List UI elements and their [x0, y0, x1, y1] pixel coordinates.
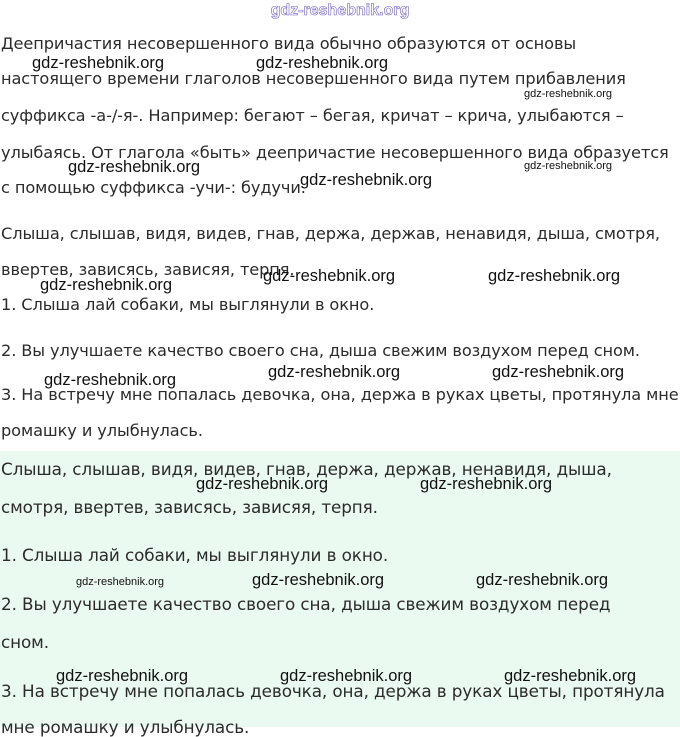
answer-line-2: смотря, ввертев, зависясь, зависяя, терпя. — [1, 497, 378, 517]
task-sentence-1: 1. Слыша лай собаки, мы выглянули в окно. — [1, 295, 375, 314]
answer-line-3: 1. Слыша лай собаки, мы выглянули в окно. — [1, 545, 389, 565]
watermark: gdz-reshebnik.org — [420, 475, 553, 493]
watermark: gdz-reshebnik.org — [40, 276, 173, 294]
watermark: gdz-reshebnik.org — [504, 667, 637, 685]
site-title[interactable]: gdz-reshebnik.org — [270, 2, 410, 19]
task-sentence-2: 2. Вы улучшаете качество своего сна, дыша свежим воздухом перед сном. — [1, 341, 640, 360]
answer-line-1: Слыша, слышав, видя, видев, гнав, держа, держав, ненавидя, дыша, — [1, 459, 612, 479]
watermark: gdz-reshebnik.org — [300, 171, 433, 189]
theory-line-3: суффикса -а-/-я-. Например: бегают – бегая, кричат – крича, улыбаются – — [1, 106, 624, 125]
watermark: gdz-reshebnik.org — [476, 571, 609, 589]
answer-line-4: 2. Вы улучшаете качество своего сна, дыша свежим воздухом перед — [1, 594, 611, 614]
watermark: gdz-reshebnik.org — [280, 667, 413, 685]
theory-line-1: Деепричастия несовершенного вида обычно образуются от основы — [1, 34, 577, 53]
theory-line-5: с помощью суффикса -учи-: будучи. — [1, 178, 306, 197]
answer-line-7: мне ромашку и улыбнулась. — [1, 717, 250, 737]
theory-line-4: улыбаясь. От глагола «быть» деепричастие несовершенного вида образуется — [1, 143, 669, 162]
task-words-line-2: ввертев, зависясь, зависяя, терпя. — [1, 260, 295, 279]
answer-line-5: сном. — [1, 632, 49, 652]
watermark: gdz-reshebnik.org — [524, 88, 613, 100]
task-words-line-1: Слыша, слышав, видя, видев, гнав, держа, держав, ненавидя, дыша, смотря, — [1, 224, 660, 243]
watermark: gdz-reshebnik.org — [492, 363, 625, 381]
theory-line-2: настоящего времени глаголов несовершенного вида путем прибавления — [1, 69, 626, 88]
watermark: gdz-reshebnik.org — [56, 667, 189, 685]
watermark: gdz-reshebnik.org — [68, 158, 201, 176]
watermark: gdz-reshebnik.org — [256, 54, 389, 72]
watermark: gdz-reshebnik.org — [268, 363, 401, 381]
watermark: gdz-reshebnik.org — [488, 267, 621, 285]
watermark: gdz-reshebnik.org — [44, 371, 177, 389]
watermark: gdz-reshebnik.org — [263, 267, 396, 285]
watermark: gdz-reshebnik.org — [252, 571, 385, 589]
task-sentence-3-cont: ромашку и улыбнулась. — [1, 421, 203, 440]
task-sentence-3: 3. На встречу мне попалась девочка, она, держа в руках цветы, протянула мне — [1, 385, 679, 404]
watermark: gdz-reshebnik.org — [76, 576, 165, 588]
watermark: gdz-reshebnik.org — [32, 54, 165, 72]
answer-line-6: 3. На встречу мне попалась девочка, она, держа в руках цветы, протянула — [1, 681, 665, 701]
watermark: gdz-reshebnik.org — [524, 160, 613, 172]
watermark: gdz-reshebnik.org — [196, 475, 329, 493]
